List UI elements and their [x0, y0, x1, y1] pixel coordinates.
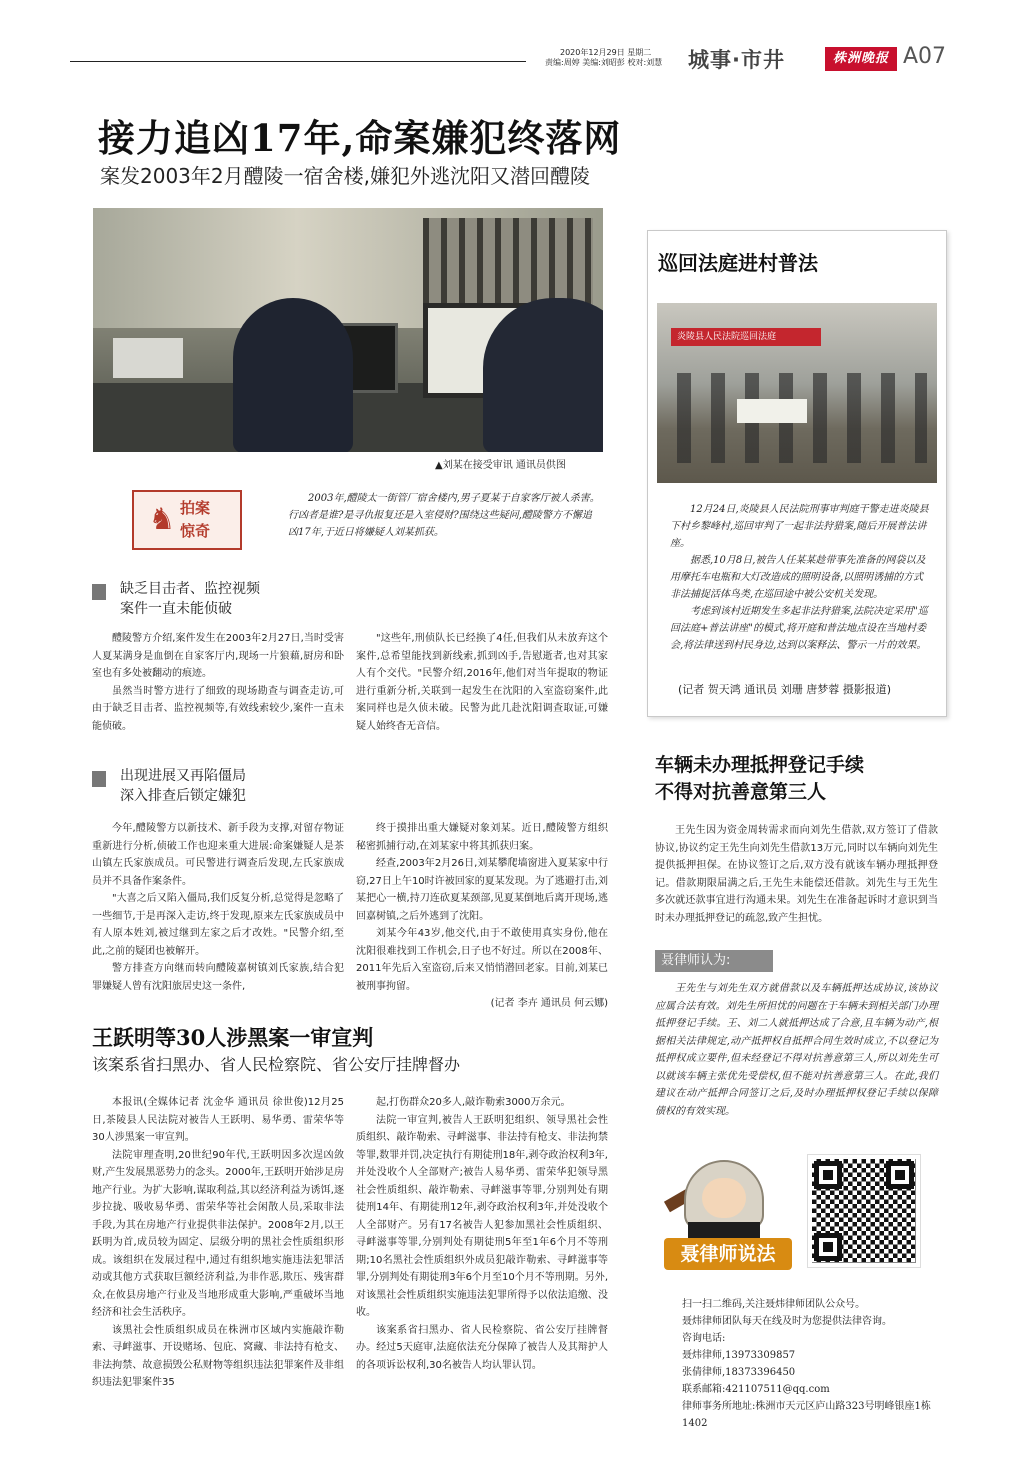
court-box-title: 巡回法庭进村普法 — [658, 251, 818, 275]
paragraph: "这些年,刑侦队长已经换了4任,但我们从未放弃这个案件,总希望能找到新线索,抓到凶手,告慰逝者,也对其家人有个交代。"民警介绍,2016年,他们对当年提取的物证进行重新分析,关联到一起发生在沈阳的入室盗窃案件,此案同样也是久侦未破。民警为此几赴沈阳调查取证,可嫌疑人始终杳无音信。 — [356, 633, 608, 732]
qr-code-icon[interactable] — [808, 1155, 920, 1267]
paragraph: 本报讯(全媒体记者 沈金华 通讯员 徐世俊)12月25日,茶陵县人民法院对被告人王跃明、易华勇、雷荣华等30人涉黑案一审宣判。 — [92, 1097, 344, 1143]
lead-headline: 接力追凶17年,命案嫌犯终落网 — [98, 116, 622, 160]
paragraph: 王先生与刘先生双方就借款以及车辆抵押达成协议,该协议应属合法有效。刘先生所担忧的问题在于车辆未到相关部门办理抵押登记手续。王、刘二人就抵押达成了合意,且车辆为动产,根据相关法律规定,动产抵押权自抵押合同生效时成立,不以登记为抵押权成立要件,但未经登记不得对抗善意第三人,所以刘先生可以就该车辆主张优先受偿权,但不能对抗善意第三人。在此,我们建议在动产抵押合同签订之后,及时办理抵押权登记手续以保障债权的有效实现。 — [655, 983, 938, 1117]
s1-column-2 — [356, 630, 608, 735]
section-head-2-line2: 深入排查后锁定嫌犯 — [120, 788, 246, 804]
law-opinion — [655, 980, 938, 1120]
court-box-body — [670, 501, 932, 654]
paper-logo: 株洲晚报 — [825, 47, 897, 71]
editor-credits: 责编:周婷 美编:刘昭彭 校对:刘慧 — [545, 58, 663, 67]
promo-line: 律师事务所地址:株洲市天元区庐山路323号明峰银座1栋1402 — [682, 1401, 931, 1429]
promo-line: 聂炜律师,13973309857 — [682, 1350, 796, 1361]
paragraph: 法院一审宣判,被告人王跃明犯组织、领导黑社会性质组织、敲诈勒索、寻衅滋事、非法持有枪支、非法拘禁等罪,数罪并罚,决定执行有期徒刑18年,剥夺政治权利3年,并处没收个人全部财产;被告人易华勇、雷荣华犯领导黑社会性质组织、敲诈勒索、寻衅滋事等罪,分别判处有期徒刑14年、有期徒刑12年,剥夺政治权利3年,并处没收个人全部财产。另有17名被告人犯参加黑社会性质组织、寻衅滋事等罪,分别判处有期徒刑5年至1年6个月不等刑期;10名黑社会性质组织外成员犯敲诈勒索、寻衅滋事等罪,分别判处有期徒刑3年6个月至10个月不等刑期。另外,对该黑社会性质组织实施违法犯罪所得予以依法追缴、没收。 — [356, 1114, 608, 1318]
paragraph: 法院审理查明,20世纪90年代,王跃明因多次逞凶敛财,产生发展黑恶势力的念头。2000年,王跃明开始涉足房地产行业。为扩大影响,谋取利益,其以经济利益为诱饵,逐步拉拢、吸收易华勇、雷荣华等社会闲散人员,采取非法手段,为其在房地产行业提供非法保护。2008年2月,以王跃明为首,成员较为固定、层级分明的黑社会性质组织形成。该组织在发展过程中,通过有组织地实施违法犯罪活动或其他方式获取巨额经济利益,为非作恶,欺压、残害群众,在攸县房地产行业及当地形成重大影响,严重破坏当地经济和社会生活秩序。 — [92, 1149, 344, 1318]
promo-contact — [682, 1296, 944, 1432]
section-head-1 — [92, 578, 392, 620]
promo-line: 扫一扫二维码,关注聂炜律师团队公众号。 — [682, 1299, 866, 1310]
promo-line: 张倩律师,18373396450 — [682, 1367, 796, 1378]
paragraph: 今年,醴陵警方以新技术、新手段为支撑,对留存物证重新进行分析,侦破工作也迎来重大进展:命案嫌疑人是茶山镇左氏家族成员。可民警进行调查后发现,左氏家族成员并不具备作案条件。 — [92, 823, 344, 887]
lead-intro: 2003年,醴陵太一街管厂宿舍楼内,男子夏某于自家客厅被人杀害。行凶者是谁?是寻仇报复还是入室侵财?围绕这些疑问,醴陵警方不懈追凶17年,于近日将嫌疑人刘某抓获。 — [288, 493, 600, 538]
lawyer-figure — [664, 1160, 792, 1270]
horse-icon: ♞ — [148, 502, 176, 537]
second-headline: 王跃明等30人涉黑案一审宣判 — [92, 1025, 374, 1050]
paragraph: 终于摸排出重大嫌疑对象刘某。近日,醴陵警方组织秘密抓捕行动,在刘某家中将其抓获归案。 — [356, 823, 608, 852]
paragraph: 经查,2003年2月26日,刘某攀爬墙窗进入夏某家中行窃,27日上午10时许被回家的夏某发现。为了逃避打击,刘某把心一横,持刀连砍夏某颈部,见夏某倒地后离开现场,逃回嘉树镇,之后外逃到了沈阳。 — [356, 858, 608, 922]
promo-line: 咨询电话: — [682, 1333, 726, 1344]
s2-column-1 — [92, 820, 344, 995]
paragraph: 该案系省扫黑办、省人民检察院、省公安厅挂牌督办。经过5天庭审,法庭依法充分保障了被告人及其辩护人的各项诉讼权利,30名被告人均认罪认罚。 — [356, 1324, 608, 1371]
section-head-2-line1: 出现进展又再陷僵局 — [120, 768, 246, 784]
second-subhead: 该案系省扫黑办、省人民检察院、省公安厅挂牌督办 — [92, 1055, 461, 1074]
byline: (记者 李卉 通讯员 何云娜) — [490, 998, 608, 1009]
law-headline — [655, 752, 945, 806]
photo-caption: ▲刘某在接受审讯 通讯员供图 — [435, 460, 566, 471]
section-head-1-line1: 缺乏目击者、监控视频 — [120, 581, 260, 597]
paragraph: 刘某今年43岁,他交代,由于不敢使用真实身份,他在沈阳很难找到工作机会,日子也不好过。所以在2008年、2011年先后入室盗窃,后来又悄悄潜回老家。目前,刘某已被刑事拘留。 — [356, 928, 608, 992]
page-number: A07 — [903, 44, 947, 69]
paragraph: 王先生因为资金周转需求而向刘先生借款,双方签订了借款协议,协议约定王先生向刘先生借款13万元,同时以车辆向刘先生提供抵押担保。在协议签订之后,双方没有就该车辆办理抵押登记。借款期限届满之后,王先生未能偿还借款。刘先生与王先生多次就还款事宜进行沟通未果。刘先生在准备起诉时才意识到当时未办理抵押登记的疏忽,致产生担忧。 — [655, 825, 938, 924]
paragraph: 12月24日,炎陵县人民法院刑事审判庭干警走进炎陵县下村乡黎峰村,巡回审判了一起非法狩猎案,随后开展普法讲座。 — [670, 504, 929, 549]
promo-tag: 聂律师说法 — [664, 1238, 792, 1270]
paragraph: 醴陵警方介绍,案件发生在2003年2月27日,当时受害人夏某满身是血倒在自家客厅内,现场一片狼藉,厨房和卧室也有多处被翻动的痕迹。 — [92, 633, 344, 679]
interrogation-photo — [93, 208, 603, 452]
section-head-2 — [92, 765, 392, 807]
section-marker — [92, 771, 106, 787]
section-head-1-line2: 案件一直未能侦破 — [120, 601, 232, 617]
paragraph: 该黑社会性质组织成员在株洲市区域内实施敲诈勒索、寻衅滋事、开设赌场、包庇、窝藏、非法持有枪支、非法拘禁、故意损毁公私财物等组织违法犯罪案件及非组织违法犯罪案件35 — [92, 1324, 344, 1388]
second-column-1 — [92, 1094, 344, 1392]
law-headline-line1: 车辆未办理抵押登记手续 — [655, 754, 865, 776]
paragraph: 虽然当时警方进行了细致的现场勘查与调查走访,可由于缺乏目击者、监控视频等,有效线索较少,案件一直未能侦破。 — [92, 685, 344, 732]
badge-text-2: 惊奇 — [180, 522, 211, 540]
section-name: 城事·市井 — [688, 48, 785, 72]
court-banner: 炎陵县人民法院巡回法庭 — [671, 328, 821, 346]
paragraph: 警方排查方向继而转向醴陵嘉树镇刘氏家族,结合犯罪嫌疑人曾有沈阳旅居史这一条件, — [92, 963, 344, 992]
paragraph: 起,打伤群众20多人,敲诈勒索3000万余元。 — [376, 1097, 571, 1108]
s2-column-2 — [356, 820, 608, 1013]
court-photo — [657, 303, 937, 483]
lead-subhead: 案发2003年2月醴陵一宿舍楼,嫌犯外逃沈阳又潜回醴陵 — [100, 164, 590, 188]
badge-text-1: 拍案 — [180, 499, 211, 517]
top-rule — [70, 61, 526, 62]
lawyer-opinion-label: 聂律师认为: — [655, 950, 773, 972]
issue-date: 2020年12月29日 星期二 — [560, 48, 652, 57]
court-sidebar-box — [647, 230, 947, 717]
paragraph: "大喜之后又陷入僵局,我们反复分析,总觉得是忽略了一些细节,于是再深入走访,终于发现,原来左氏家族成员中有人原本姓刘,被过继到左家之后才改姓。"民警介绍,至此,之前的疑团也被解开。 — [92, 893, 344, 957]
s1-column-1 — [92, 630, 344, 735]
paragraph: 据悉,10月8日,被告人任某某趁带事先准备的网袋以及用摩托车电瓶和大灯改造成的照明设备,以照明诱捕的方式非法捕捉活体鸟类,在巡回途中被公安机关发现。 — [670, 555, 926, 600]
section-marker — [92, 584, 106, 600]
column-badge — [132, 490, 242, 550]
court-box-credit: (记者 贺天鸿 通讯员 刘珊 唐梦蓉 摄影报道) — [678, 683, 892, 696]
paragraph: 考虑到该村近期发生多起非法狩猎案,法院决定采用"巡回法庭+普法讲座"的模式,将开庭和普法地点设在当地村委会,将法律送到村民身边,达到以案释法、警示一片的效果。 — [670, 606, 928, 651]
second-column-2 — [356, 1094, 608, 1374]
law-body — [655, 822, 938, 927]
promo-line: 联系邮箱:421107511@qq.com — [682, 1384, 830, 1395]
law-headline-line2: 不得对抗善意第三人 — [655, 781, 827, 803]
promo-line: 聂炜律师团队每天在线及时为您提供法律咨询。 — [682, 1316, 892, 1327]
